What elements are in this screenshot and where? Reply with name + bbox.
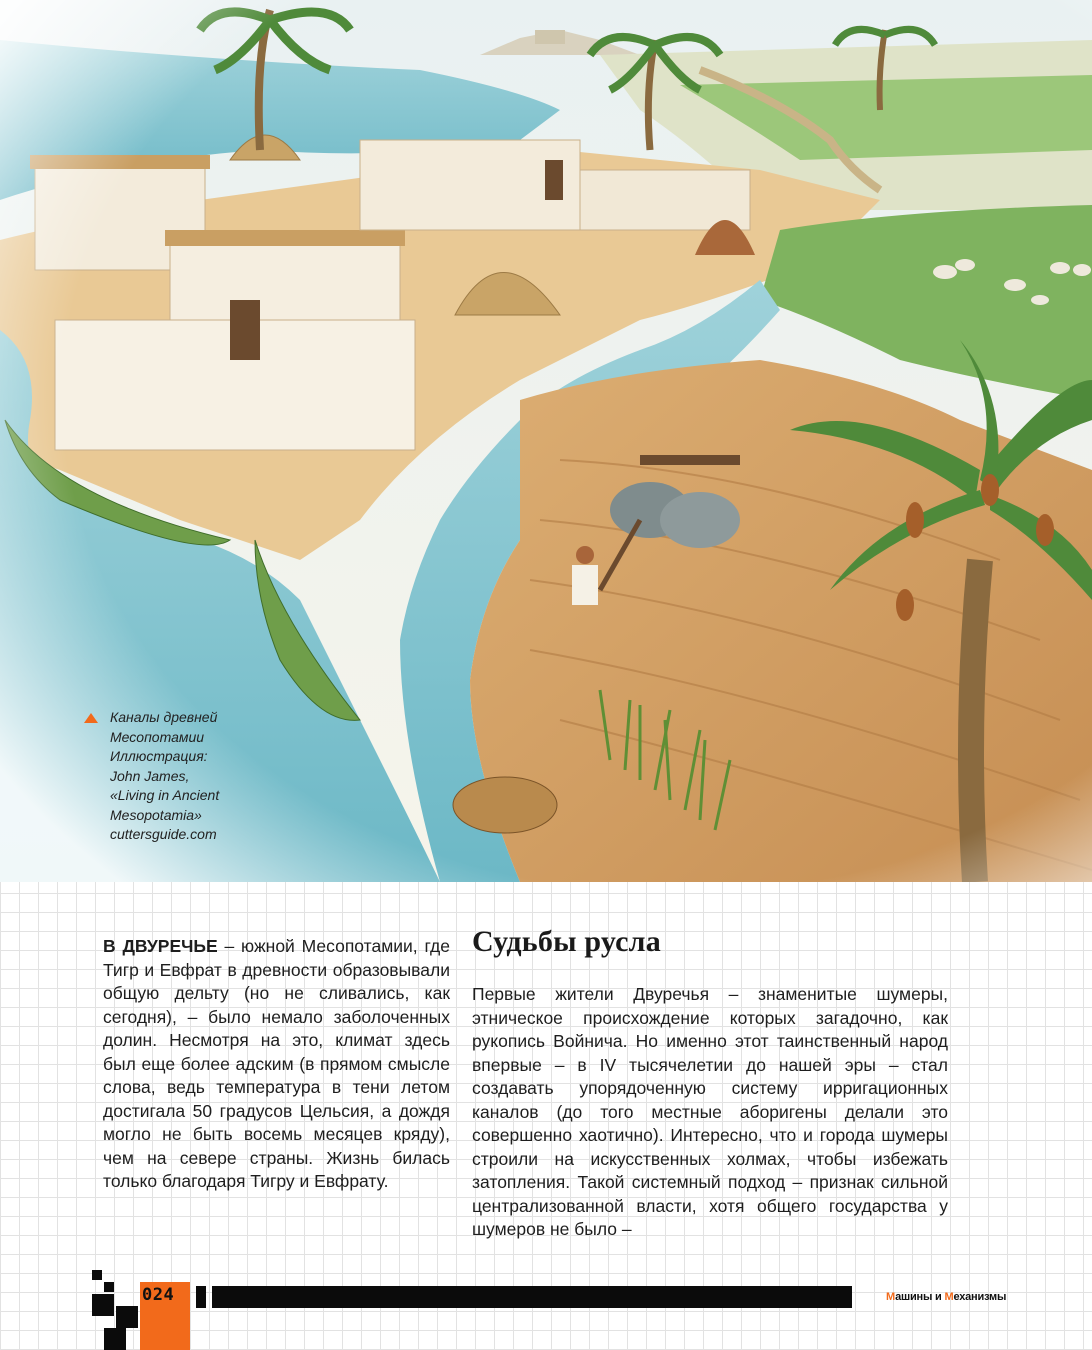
footer-pixel-block <box>92 1270 102 1280</box>
sidebar-lead: В ДВУРЕЧЬЕ <box>103 936 218 956</box>
triangle-pointer-icon <box>84 713 98 723</box>
footer-pixel-block <box>196 1286 206 1308</box>
caption-line: John James, <box>110 767 190 784</box>
illustration-caption <box>84 708 264 845</box>
footer-pixel-block <box>92 1294 114 1316</box>
caption-line: Каналы древней <box>110 709 218 725</box>
page-footer <box>0 1270 1092 1350</box>
magazine-name <box>886 1291 1006 1303</box>
caption-line: cuttersguide.com <box>110 826 217 842</box>
article-paragraph: Первые жители Двуречья – знаменитые шумеры, этническое происхождение которых загадочно, как рукопись Войнича. Но именно этот таинственный народ впервые – в IV тысячелетии до нашей эры – стал создавать упорядоченную систему ирригационных каналов (до того местные аборигены делали это совершенно хаотично). Интересно, что и города шумеры строили на искусственных холмах, чтобы избежать затопления. Такой системный подход – признак сильной централизованной власти, хотя общего государства у шумеров не было – <box>472 984 948 1239</box>
caption-line: Месопотамии <box>110 728 205 745</box>
footer-pixel-block <box>104 1282 114 1292</box>
sidebar-paragraph <box>103 935 450 1194</box>
article-heading: Судьбы русла <box>472 925 661 958</box>
magazine-initial: М <box>944 1291 954 1303</box>
footer-bar <box>212 1286 852 1308</box>
magazine-word: еханизмы <box>953 1291 1007 1303</box>
page-number: 024 <box>142 1285 175 1305</box>
magazine-initial: М <box>886 1291 896 1303</box>
caption-line: Иллюстрация: <box>110 748 208 764</box>
footer-pixel-block <box>104 1328 126 1350</box>
sidebar-text: – южной Месопотамии, где Тигр и Евфрат в древности образовывали общую дельту (но не сливались, как сегодня), – было немало заболоченных долин. Несмотря на это, климат здесь был еще более адским (в прямом смысле слова, ведь температура в тени летом достигала 50 градусов Цельсия, а дождя могло не быть восемь месяцев кряду), чем на севере страны. Жизнь билась только благодаря Тигру и Евфрату. <box>103 936 450 1191</box>
article-body <box>472 983 948 1242</box>
caption-lines <box>110 708 264 845</box>
magazine-word: ашины и <box>895 1291 945 1303</box>
caption-line: Mesopotamia» <box>110 806 202 823</box>
caption-line: «Living in Ancient <box>110 787 220 803</box>
footer-pixel-block <box>116 1306 138 1328</box>
left-column-sidebar <box>103 935 450 1194</box>
